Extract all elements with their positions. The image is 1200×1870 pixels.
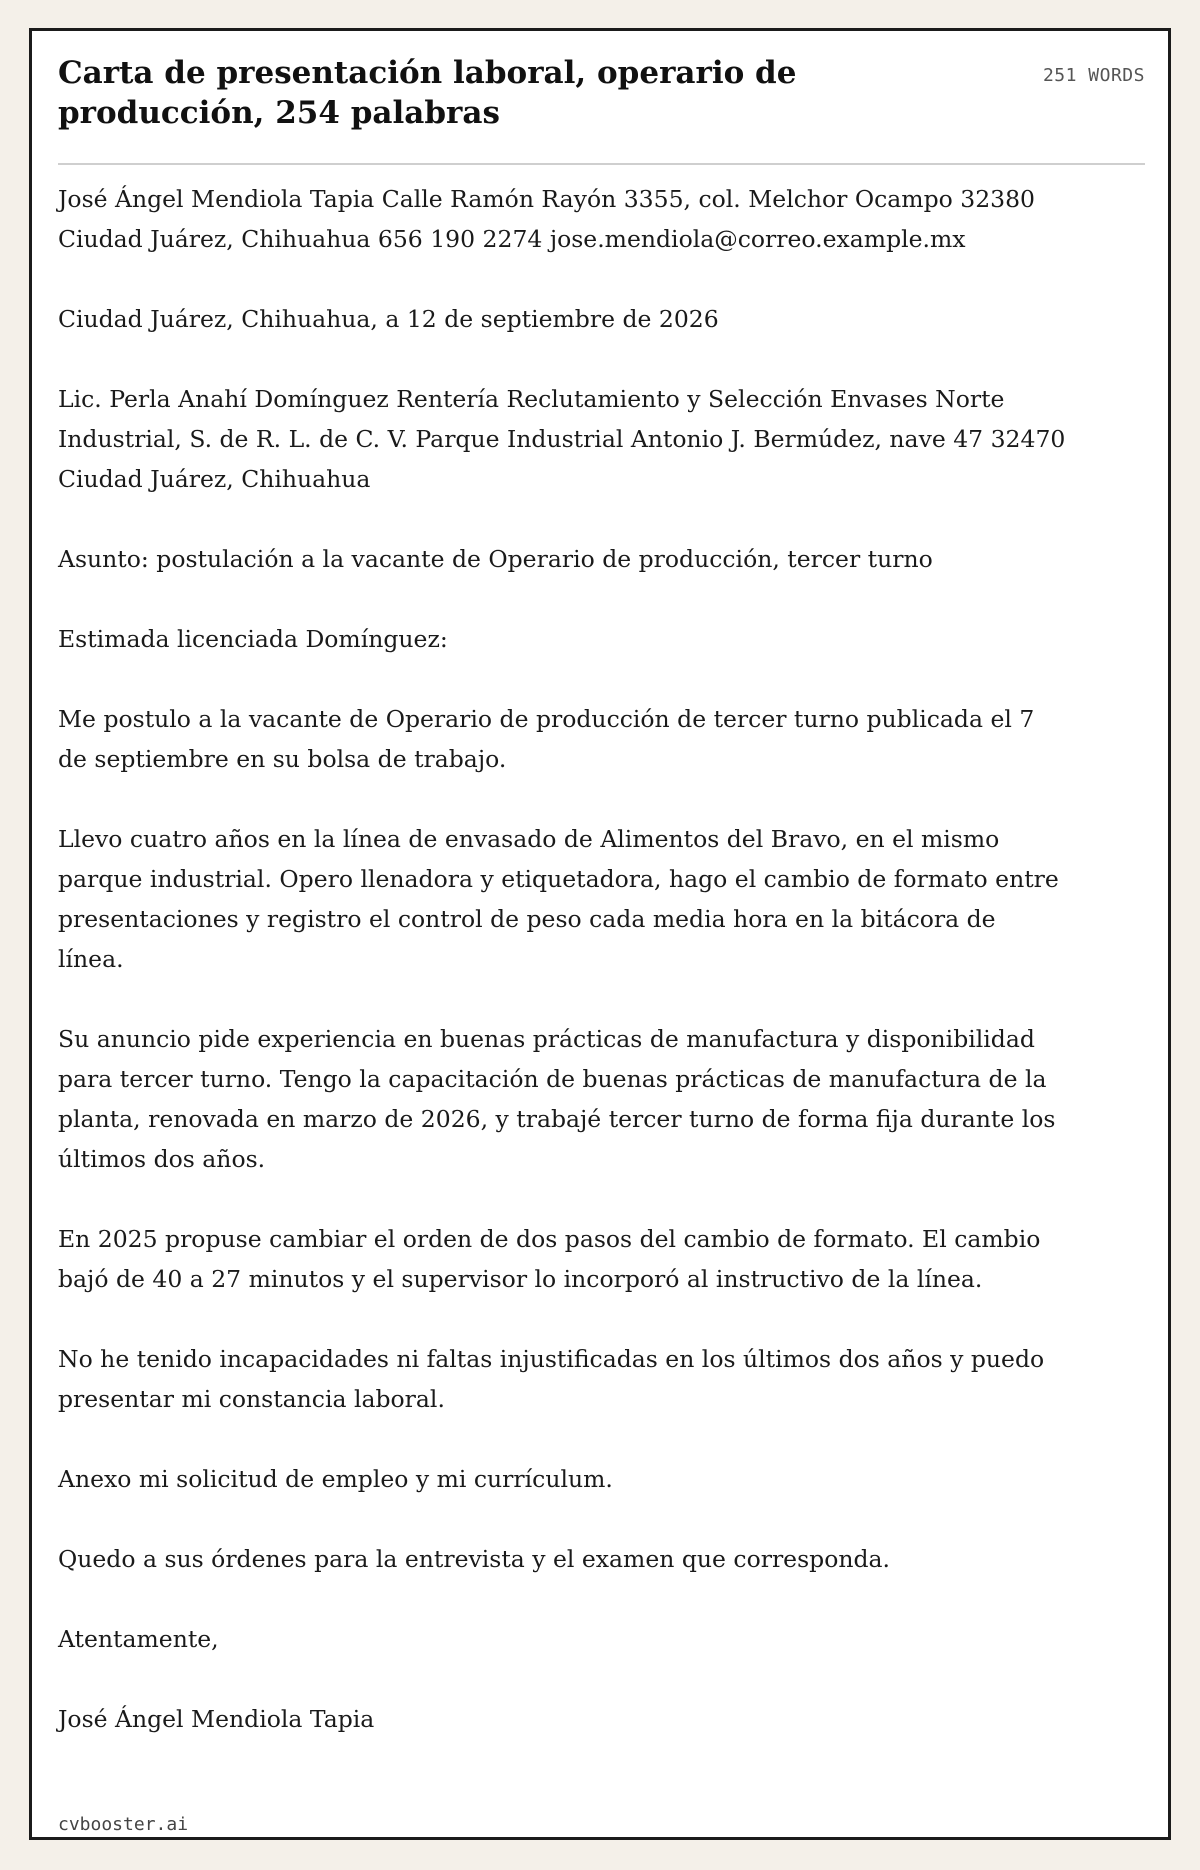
brand-watermark: cvbooster.ai	[58, 1814, 189, 1835]
page-title: Carta de presentación laboral, operario de producción, 254 palabras	[58, 55, 797, 131]
signature-name: José Ángel Mendiola Tapia	[58, 1705, 375, 1733]
body-paragraph: Quedo a sus órdenes para la entrevista y el examen que corresponda.	[58, 1545, 891, 1573]
body-paragraph: Su anuncio pide experiencia en buenas prácticas de manufactura y disponibilidad para tercer turno. Tengo la capacitación de buenas prácticas de manufactura de la planta, renovada en marzo de 2026, y trabajé tercer turno de forma fija durante los últimos dos años.	[58, 1025, 1056, 1173]
subject-line: Asunto: postulación a la vacante de Operario de producción, tercer turno	[58, 545, 933, 573]
body-paragraph: Me postulo a la vacante de Operario de producción de tercer turno publicada el 7 de septiembre en su bolsa de trabajo.	[58, 705, 1035, 773]
letter-header	[58, 53, 1145, 165]
sender-block: José Ángel Mendiola Tapia Calle Ramón Rayón 3355, col. Melchor Ocampo 32380 Ciudad Juárez, Chihuahua 656 190 2274 jose.mendiola@correo.example.mx	[58, 185, 1035, 253]
body-paragraph: Llevo cuatro años en la línea de envasado de Alimentos del Bravo, en el mismo parque industrial. Opero llenadora y etiquetadora, hago el cambio de formato entre presentaciones y registro el control de peso cada media hora en la bitácora de línea.	[58, 825, 1059, 973]
body-paragraph: En 2025 propuse cambiar el orden de dos pasos del cambio de formato. El cambio bajó de 40 a 27 minutos y el supervisor lo incorporó al instructivo de la línea.	[58, 1225, 1041, 1293]
letter-body	[58, 179, 1068, 1779]
cover-letter-card	[29, 28, 1171, 1840]
word-count-badge: 251 WORDS	[1042, 65, 1145, 86]
salutation: Estimada licenciada Domínguez:	[58, 625, 448, 653]
body-paragraph: No he tenido incapacidades ni faltas injustificadas en los últimos dos años y puedo presentar mi constancia laboral.	[58, 1345, 1045, 1413]
body-paragraph: Anexo mi solicitud de empleo y mi currículum.	[58, 1465, 613, 1493]
closing-line: Atentamente,	[58, 1625, 219, 1653]
date-line: Ciudad Juárez, Chihuahua, a 12 de septiembre de 2026	[58, 305, 719, 333]
recipient-block: Lic. Perla Anahí Domínguez Rentería Reclutamiento y Selección Envases Norte Industrial, S. de R. L. de C. V. Parque Industrial Antonio J. Bermúdez, nave 47 32470 Ciudad Juárez, Chihuahua	[58, 385, 1066, 493]
